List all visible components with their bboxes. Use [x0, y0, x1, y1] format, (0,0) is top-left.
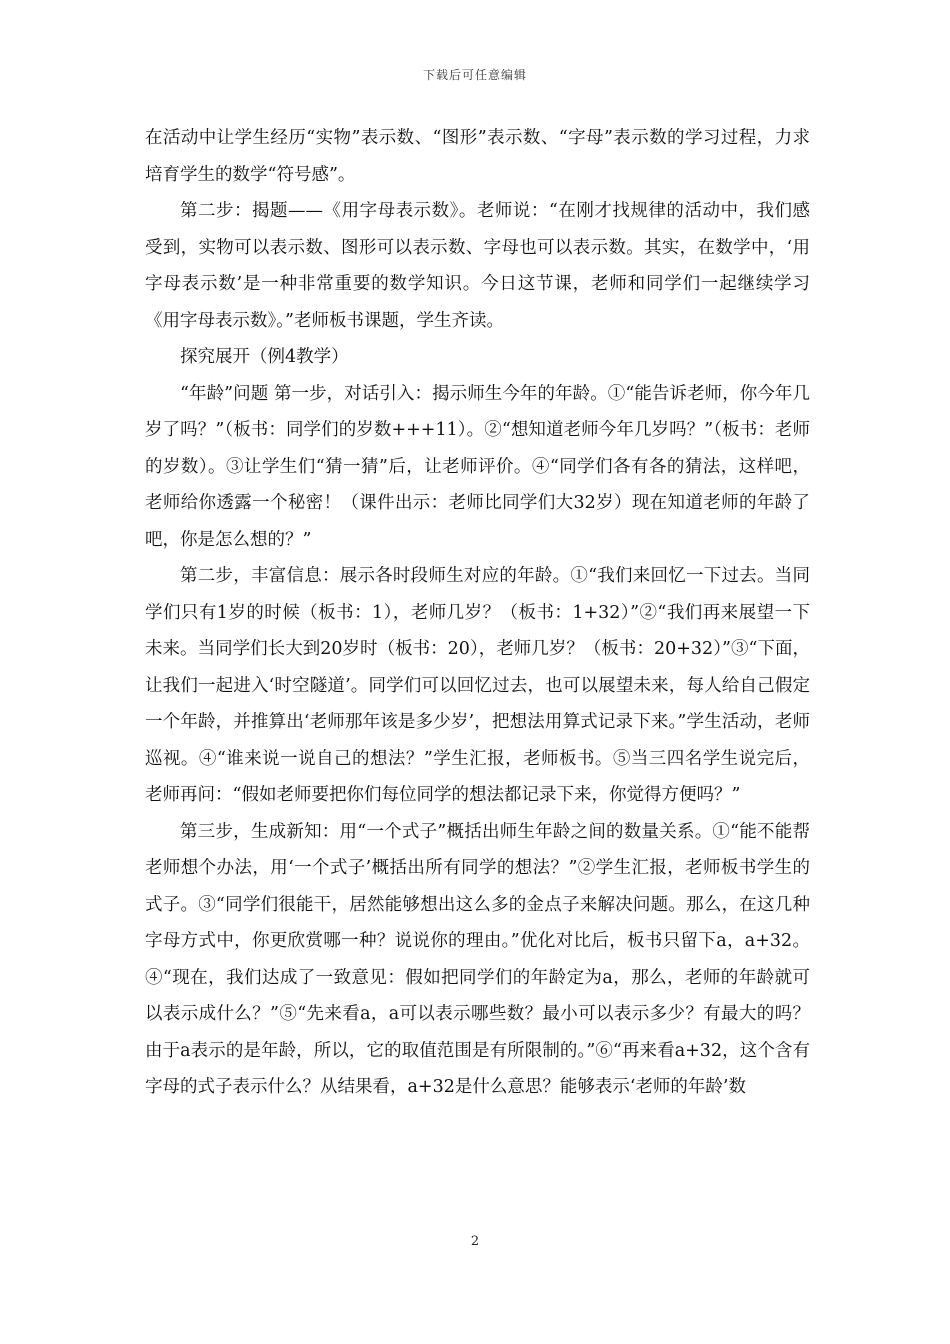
- paragraph-2: 第二步：揭题——《用字母表示数》。老师说：“在刚才找规律的活动中，我们感受到，实物可以表示数、图形可以表示数、字母也可以表示数。其实，在数学中，‘用字母表示数’是一种非常重要的数学知识。今日这节课，老师和同学们一起继续学习《用字母表示数》。”老师板书课题，学生齐读。: [145, 201, 810, 331]
- paragraph-age-problem-step-2: 第二步，丰富信息：展示各时段师生对应的年龄。①“我们来回忆一下过去。当同学们只有1岁的时候（板书：1），老师几岁？（板书：1+32）”②“我们再来展望一下未来。当同学们长大到20岁时（板书：20），老师几岁？（板书：20+32）”③“下面，让我们一起进入‘时空隧道’。同学们可以回忆过去，也可以展望未来，每人给自己假定一个年龄，并推算出‘老师那年该是多少岁’，把想法用算式记录下来。”学生活动，老师巡视。④“谁来说一说自己的想法？”学生汇报，老师板书。⑤当三四名学生说完后，老师再问：“假如老师要把你们每位同学的想法都记录下来，你觉得方便吗？”: [145, 566, 810, 805]
- page-number: 2: [470, 1234, 480, 1249]
- section-heading-explore: 探究展开（例4教学）: [180, 347, 349, 367]
- paragraph-1: 在活动中让学生经历“实物”表示数、“图形”表示数、“字母”表示数的学习过程，力求培育学生的数学“符号感”。: [145, 128, 810, 185]
- body-text: [145, 120, 810, 1106]
- running-header: 下载后可任意编辑: [422, 68, 527, 82]
- paragraph-age-problem-step-1: “年龄”问题 第一步，对话引入：揭示师生今年的年龄。①“能告诉老师，你今年几岁了吗？”（板书：同学们的岁数+++11）。②“想知道老师今年几岁吗？”（板书：老师的岁数）。③让学生们“猜一猜”后，让老师评价。④“同学们各有各的猜法，这样吧，老师给你透露一个秘密！（课件出示：老师比同学们大32岁）现在知道老师的年龄了吧，你是怎么想的？”: [145, 383, 810, 550]
- paragraph-age-problem-step-3: 第三步，生成新知：用“一个式子”概括出师生年龄之间的数量关系。①“能不能帮老师想个办法，用‘一个式子’概括出所有同学的想法？”②学生汇报，老师板书学生的式子。③“同学们很能干，居然能够想出这么多的金点子来解决问题。那么，在这几种字母方式中，你更欣赏哪一种？说说你的理由。”优化对比后，板书只留下a，a+32。④“现在，我们达成了一致意见：假如把同学们的年龄定为a，那么，老师的年龄就可以表示成什么？”⑤“先来看a，a可以表示哪些数？最小可以表示多少？有最大的吗？由于a表示的是年龄，所以，它的取值范围是有所限制的。”⑥“再来看a+32，这个含有字母的式子表示什么？从结果看，a+32是什么意思？能够表示‘老师的年龄’数: [145, 821, 810, 1097]
